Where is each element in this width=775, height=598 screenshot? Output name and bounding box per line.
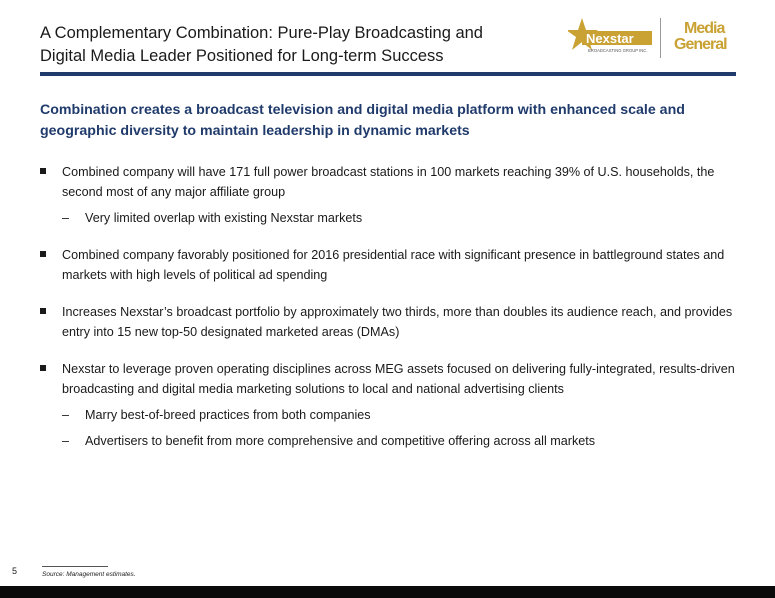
square-bullet-icon [40,251,46,257]
sub-bullet-text: Very limited overlap with existing Nexstar markets [85,211,363,225]
dash-bullet-icon: – [62,408,70,422]
nexstar-logo-tagline: BROADCASTING GROUP INC. [588,48,648,53]
square-bullet-icon [40,365,46,371]
sub-bullet-item [40,405,740,425]
nexstar-logo-name: Nexstar [586,31,634,46]
bullet-text: Increases Nexstar’s broadcast portfolio by approximately two thirds, more than doubles its audience reach, and provides entry into 15 new top-50 designated marketed areas (DMAs) [62,305,733,339]
header-rule [40,72,736,76]
media-general-logo-line1: Media [684,20,725,37]
slide-title [40,22,560,68]
footnote: Source: Management estimates. [42,571,136,578]
square-bullet-icon [40,308,46,314]
bullet-item [40,359,740,399]
sub-bullet-text: Advertisers to benefit from more comprehensive and competitive offering across all markets [85,434,596,448]
dash-bullet-icon: – [62,434,70,448]
logo-divider [660,18,661,58]
page-number: 5 [12,566,18,576]
slide-title-line1: A Complementary Combination: Pure-Play Broadcasting and [40,24,483,42]
slide-title-line2: Digital Media Leader Positioned for Long-term Success [40,47,444,65]
bullet-item [40,302,740,342]
bullet-text: Combined company will have 171 full power broadcast stations in 100 markets reaching 39% of U.S. households, the second most of any major affiliate group [62,165,715,199]
media-general-logo [672,16,742,56]
dash-bullet-icon: – [62,211,70,225]
nexstar-logo [568,16,654,56]
slide-subtitle: Combination creates a broadcast television and digital media platform with enhanced scale and geographic diversity to maintain leadership in dynamic markets [40,102,685,139]
square-bullet-icon [40,168,46,174]
sub-bullet-text: Marry best-of-breed practices from both companies [85,408,371,422]
sub-bullet-item [40,208,740,228]
bottom-bar [0,586,775,598]
sub-bullet-item [40,431,740,451]
bullet-text: Combined company favorably positioned for 2016 presidential race with significant presence in battleground states and markets with high levels of political ad spending [62,248,725,282]
bullet-item [40,162,740,202]
media-general-logo-line2: General [674,36,727,53]
bullet-list [40,162,740,451]
bullet-item [40,245,740,285]
bullet-text: Nexstar to leverage proven operating disciplines across MEG assets focused on delivering fully-integrated, results-driven broadcasting and digital media marketing solutions to local and national advertising clients [62,362,735,396]
footnote-rule [42,566,108,567]
